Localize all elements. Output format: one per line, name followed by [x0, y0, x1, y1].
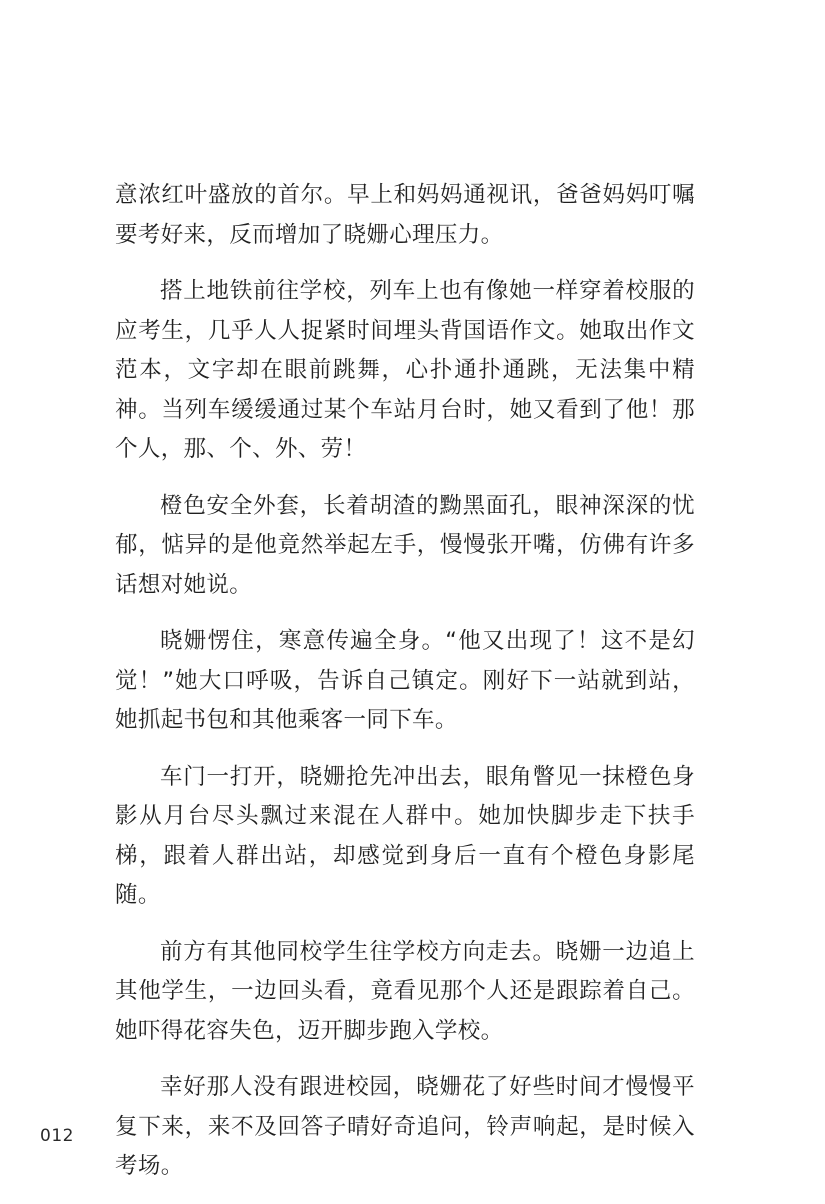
paragraph-4: 晓姗愣住，寒意传遍全身。“他又出现了！这不是幻觉！”她大口呼吸，告诉自己镇定。刚好下一站就到站，她抓起书包和其他乘客一同下车。: [115, 628, 695, 733]
body-text: [115, 176, 695, 1204]
paragraph-1: 意浓红叶盛放的首尔。早上和妈妈通视讯，爸爸妈妈叮嘱要考好来，反而增加了晓姗心理压力。: [115, 182, 695, 248]
paragraph-3: 橙色安全外套，长着胡渣的黝黑面孔，眼神深深的忧郁，惦异的是他竟然举起左手，慢慢张开嘴，仿佛有许多话想对她说。: [115, 492, 695, 598]
paragraph-2: 搭上地铁前往学校，列车上也有像她一样穿着校服的应考生，几乎人人捉紧时间埋头背国语作文。她取出作文范本，文字却在眼前跳舞，心扑通扑通跳，无法集中精神。当列车缓缓通过某个车站月台时，她又看到了他！那个人，那、个、外、劳！: [115, 278, 695, 462]
paragraph-6: 前方有其他同校学生往学校方向走去。晓姗一边追上其他学生，一边回头看，竟看见那个人还是跟踪着自己。她吓得花容失色，迈开脚步跑入学校。: [115, 938, 695, 1044]
paragraph-5: 车门一打开，晓姗抢先冲出去，眼角瞥见一抹橙色身影从月台尽头飘过来混在人群中。她加快脚步走下扶手梯，跟着人群出站，却感觉到身后一直有个橙色身影尾随。: [115, 763, 695, 908]
paragraph-7: 幸好那人没有跟进校园，晓姗花了好些时间才慢慢平复下来，来不及回答子晴好奇追问，铃声响起，是时候入考场。: [115, 1074, 695, 1179]
page-number: 012: [40, 1126, 74, 1146]
